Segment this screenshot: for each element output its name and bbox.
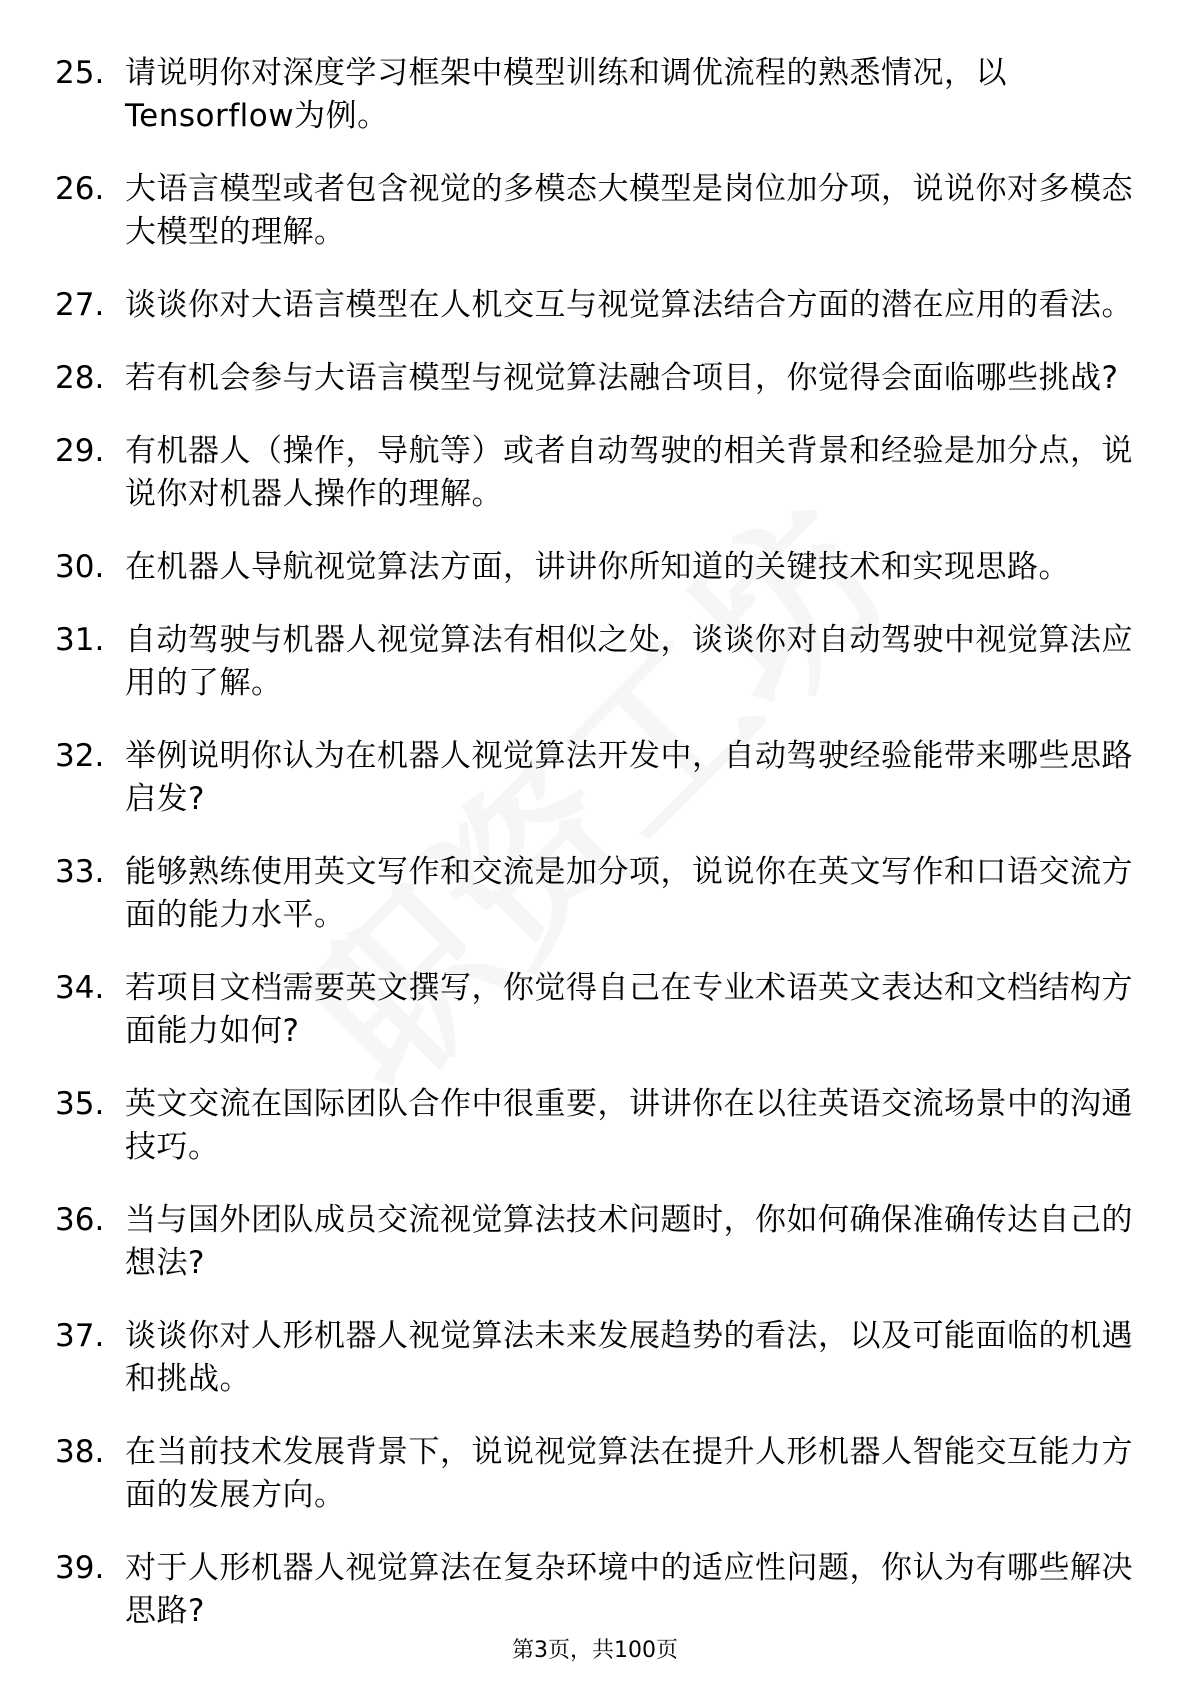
question-text: 对于人形机器人视觉算法在复杂环境中的适应性问题，你认为有哪些解决思路? [125,1550,1133,1629]
question-item [55,1547,1135,1633]
question-item [55,168,1135,254]
question-number: 30. [55,549,105,585]
question-item [55,1315,1135,1401]
question-text: 在当前技术发展背景下，说说视觉算法在提升人形机器人智能交互能力方面的发展方向。 [125,1434,1133,1513]
page-footer: 第3页，共100页 [512,1638,678,1663]
question-item [55,284,1135,327]
question-item [55,851,1135,937]
question-number: 33. [55,854,105,890]
question-item [55,967,1135,1053]
question-item [55,52,1135,138]
question-number: 37. [55,1318,105,1354]
question-text: 请说明你对深度学习框架中模型训练和调优流程的熟悉情况，以Tensorflow为例。 [125,55,1007,134]
question-text: 当与国外团队成员交流视觉算法技术问题时，你如何确保准确传达自己的想法? [125,1202,1133,1281]
question-text: 自动驾驶与机器人视觉算法有相似之处，谈谈你对自动驾驶中视觉算法应用的了解。 [125,622,1133,701]
question-number: 39. [55,1550,105,1586]
question-text: 谈谈你对人形机器人视觉算法未来发展趋势的看法，以及可能面临的机遇和挑战。 [125,1318,1133,1397]
question-text: 大语言模型或者包含视觉的多模态大模型是岗位加分项，说说你对多模态大模型的理解。 [125,171,1133,250]
question-item [55,357,1135,400]
question-item [55,619,1135,705]
question-text: 有机器人（操作，导航等）或者自动驾驶的相关背景和经验是加分点，说说你对机器人操作的理解。 [125,433,1133,512]
question-item [55,546,1135,589]
question-number: 26. [55,171,105,207]
question-number: 35. [55,1086,105,1122]
question-number: 25. [55,55,105,91]
question-text: 英文交流在国际团队合作中很重要，讲讲你在以往英语交流场景中的沟通技巧。 [125,1086,1133,1165]
question-number: 34. [55,970,105,1006]
question-item [55,1431,1135,1517]
question-text: 若项目文档需要英文撰写，你觉得自己在专业术语英文表达和文档结构方面能力如何? [125,970,1133,1049]
question-number: 27. [55,287,105,323]
question-text: 举例说明你认为在机器人视觉算法开发中，自动驾驶经验能带来哪些思路启发? [125,738,1133,817]
question-text: 能够熟练使用英文写作和交流是加分项，说说你在英文写作和口语交流方面的能力水平。 [125,854,1133,933]
question-text: 若有机会参与大语言模型与视觉算法融合项目，你觉得会面临哪些挑战? [125,360,1119,396]
question-number: 38. [55,1434,105,1470]
question-number: 28. [55,360,105,396]
question-number: 31. [55,622,105,658]
question-item [55,430,1135,516]
question-list [55,52,1135,1663]
question-number: 36. [55,1202,105,1238]
question-text: 在机器人导航视觉算法方面，讲讲你所知道的关键技术和实现思路。 [125,549,1070,585]
question-item [55,735,1135,821]
question-number: 29. [55,433,105,469]
question-number: 32. [55,738,105,774]
question-item [55,1199,1135,1285]
question-text: 谈谈你对大语言模型在人机交互与视觉算法结合方面的潜在应用的看法。 [125,287,1133,323]
question-item [55,1083,1135,1169]
